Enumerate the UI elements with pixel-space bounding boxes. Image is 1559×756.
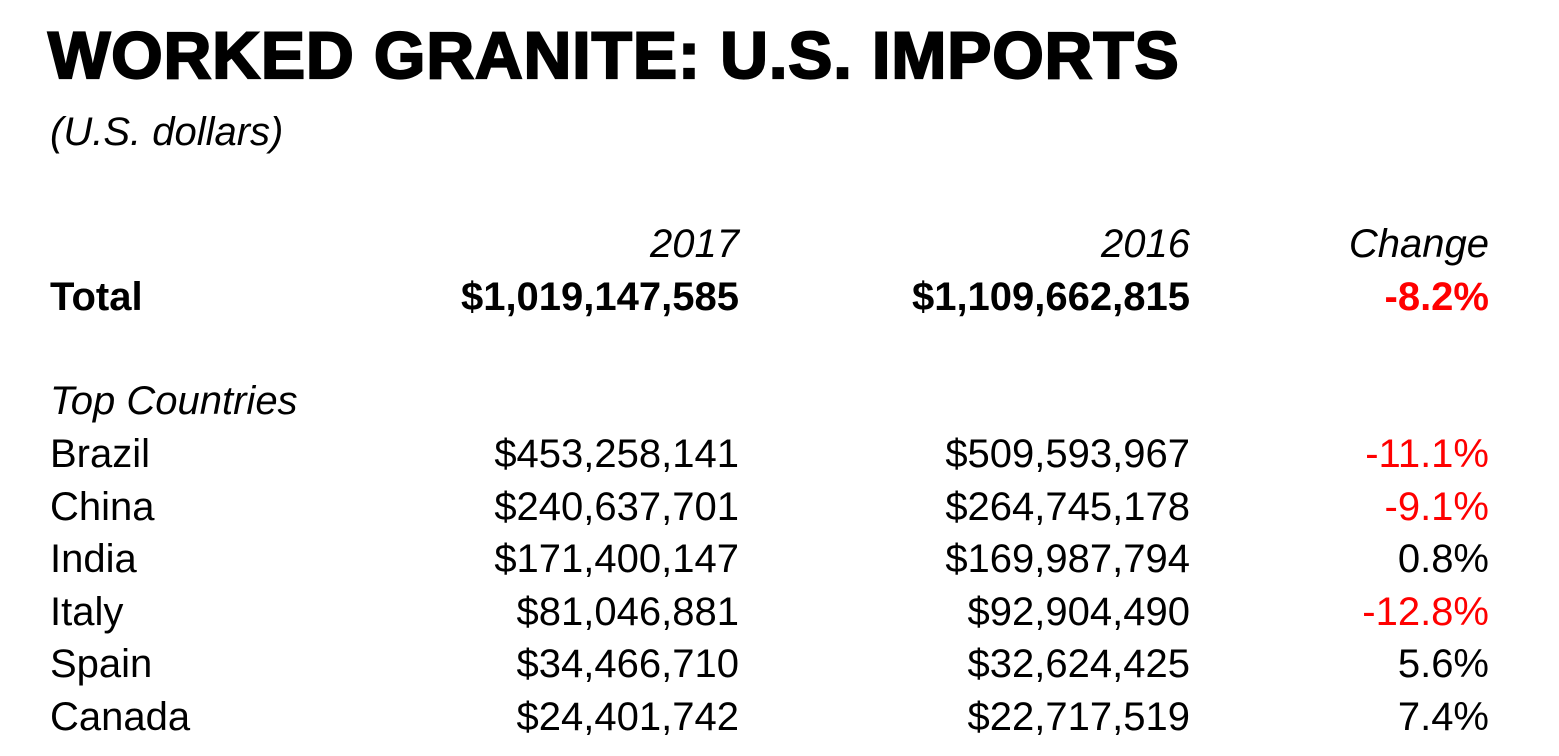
- country-name: Canada: [50, 695, 191, 739]
- country-name: Spain: [50, 642, 153, 686]
- chart-subtitle: (U.S. dollars): [50, 110, 284, 154]
- column-header-2017: 2017: [650, 222, 739, 266]
- value-2017: $453,258,141: [494, 432, 739, 476]
- change-value: -11.1%: [1365, 432, 1489, 476]
- column-header-change: Change: [1348, 222, 1489, 266]
- total-2016-value: $1,109,662,815: [911, 275, 1190, 319]
- total-label: Total: [50, 275, 143, 319]
- column-header-2016: 2016: [1101, 222, 1190, 266]
- value-2017: $240,637,701: [494, 485, 739, 529]
- change-value: 7.4%: [1397, 695, 1489, 739]
- value-2017: $81,046,881: [516, 590, 739, 634]
- country-name: China: [50, 485, 155, 529]
- value-2017: $171,400,147: [494, 537, 739, 581]
- value-2017: $34,466,710: [516, 642, 739, 686]
- total-2017-value: $1,019,147,585: [460, 275, 739, 319]
- value-2016: $169,987,794: [945, 537, 1190, 581]
- value-2016: $32,624,425: [967, 642, 1190, 686]
- value-2017: $24,401,742: [516, 695, 739, 739]
- chart-title: WORKED GRANITE: U.S. IMPORTS: [48, 18, 1180, 92]
- country-name: India: [50, 537, 137, 581]
- country-name: Italy: [50, 590, 124, 634]
- section-label-top-countries: Top Countries: [50, 379, 298, 423]
- country-name: Brazil: [50, 432, 151, 476]
- change-value: -12.8%: [1362, 590, 1489, 634]
- change-value: 0.8%: [1397, 537, 1489, 581]
- change-value: 5.6%: [1397, 642, 1489, 686]
- value-2016: $509,593,967: [945, 432, 1190, 476]
- value-2016: $264,745,178: [945, 485, 1190, 529]
- total-change-value: -8.2%: [1384, 275, 1489, 319]
- value-2016: $92,904,490: [967, 590, 1190, 634]
- value-2016: $22,717,519: [967, 695, 1190, 739]
- change-value: -9.1%: [1384, 485, 1489, 529]
